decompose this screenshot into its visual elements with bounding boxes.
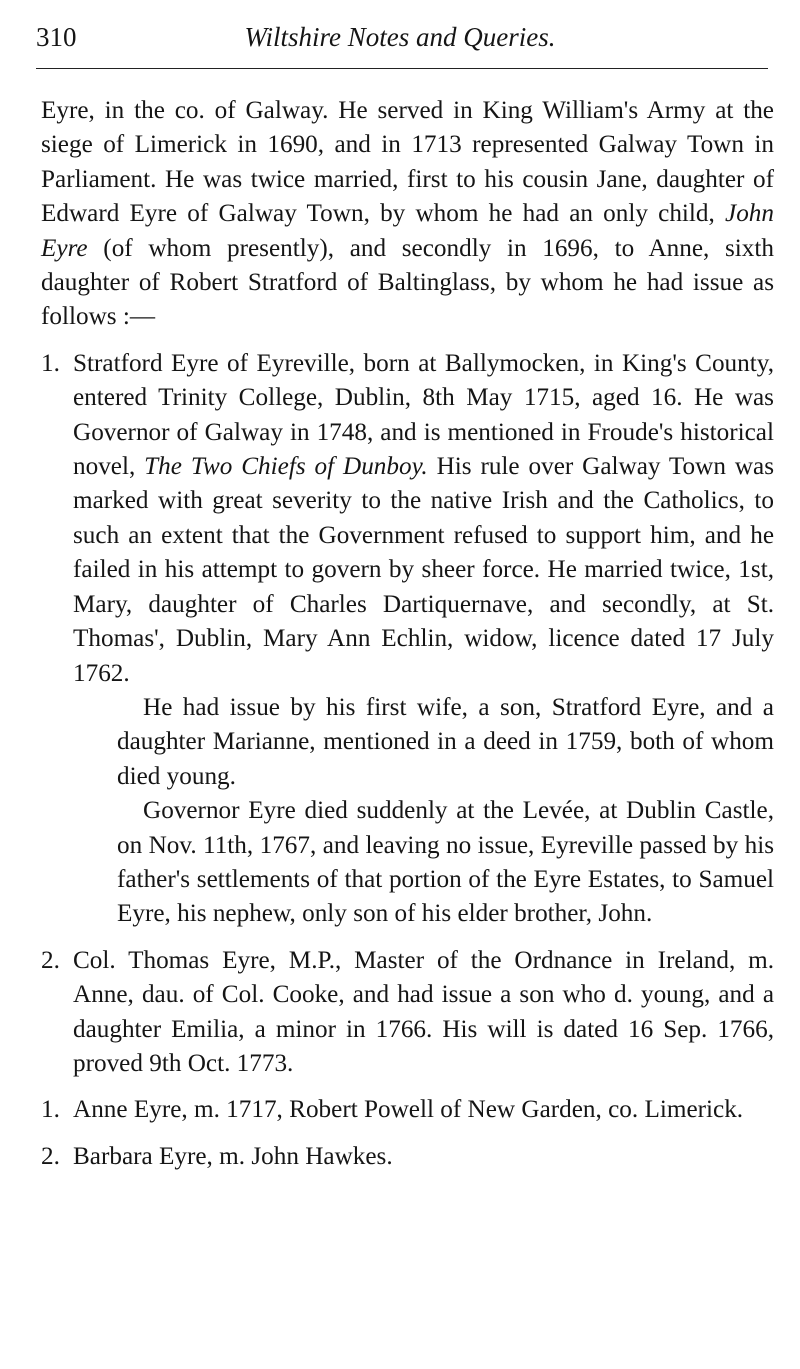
running-title: Wiltshire Notes and Queries. xyxy=(244,22,556,52)
italic-title: The Two Chiefs of Dunboy. xyxy=(144,453,428,481)
item-paragraph: Col. Thomas Eyre, M.P., Master of the Ordnance in Ireland, m. Anne, dau. of Col. Cooke, and had issue a son who d. young, and a daughter Emilia, a minor in 1766. His will is dated 16 Sep. 1766, proved 9th Oct. 1773. xyxy=(73,946,774,1077)
header-rule xyxy=(36,68,768,69)
list-item xyxy=(41,1093,774,1127)
item-paragraph: Barbara Eyre, m. John Hawkes. xyxy=(73,1142,393,1170)
item-number: 1. xyxy=(41,1096,60,1124)
item-number: 2. xyxy=(41,1142,60,1170)
list-item xyxy=(41,347,774,932)
issue-list xyxy=(41,347,774,1174)
item-number: 2. xyxy=(41,946,60,974)
page-body xyxy=(41,94,774,1186)
item-paragraph: Governor Eyre died suddenly at the Levée, at Dublin Castle, on Nov. 11th, 1767, and leaving no issue, Eyreville passed by his father's settlements of that portion of the Eyre Estates, to Samuel Eyre, his nephew, only son of his elder brother, John. xyxy=(117,797,774,928)
list-item xyxy=(41,944,774,1082)
item-paragraph: He had issue by his first wife, a son, Stratford Eyre, and a daughter Marianne, mentioned in a deed in 1759, both of whom died young. xyxy=(117,693,774,790)
item-paragraph: Anne Eyre, m. 1717, Robert Powell of New Garden, co. Limerick. xyxy=(73,1096,744,1124)
list-item xyxy=(41,1140,774,1174)
item-number: 1. xyxy=(41,349,60,377)
intro-paragraph: Eyre, in the co. of Galway. He served in King William's Army at the siege of Limerick in 1690, and in 1713 represented Galway Town in Parliament. He was twice married, first to his cousin Jane, daughter of Edward Eyre of Galway Town, by whom he had an only child, John Eyre (of whom presently), and secondly in 1696, to Anne, sixth daughter of Robert Stratford of Baltinglass, by whom he had issue as follows :— xyxy=(41,97,774,331)
item-paragraph: Stratford Eyre of Eyreville, born at Ballymocken, in King's County, entered Trinity College, Dublin, 8th May 1715, aged 16. He was Governor of Galway in 1748, and is mentioned in Froude's historical novel, The Two Chiefs of Dunboy. His rule over Galway Town was marked with great severity to the native Irish and the Catholics, to such an extent that the Government refused to support him, and he failed in his attempt to govern by sheer force. He married twice, 1st, Mary, daughter of Charles Dartiquernave, and secondly, at St. Thomas', Dublin, Mary Ann Echlin, widow, licence dated 17 July 1762. xyxy=(73,349,774,687)
page-number: 310 xyxy=(36,22,77,52)
page-header xyxy=(30,18,770,54)
italic-name: John Eyre xyxy=(41,200,774,262)
